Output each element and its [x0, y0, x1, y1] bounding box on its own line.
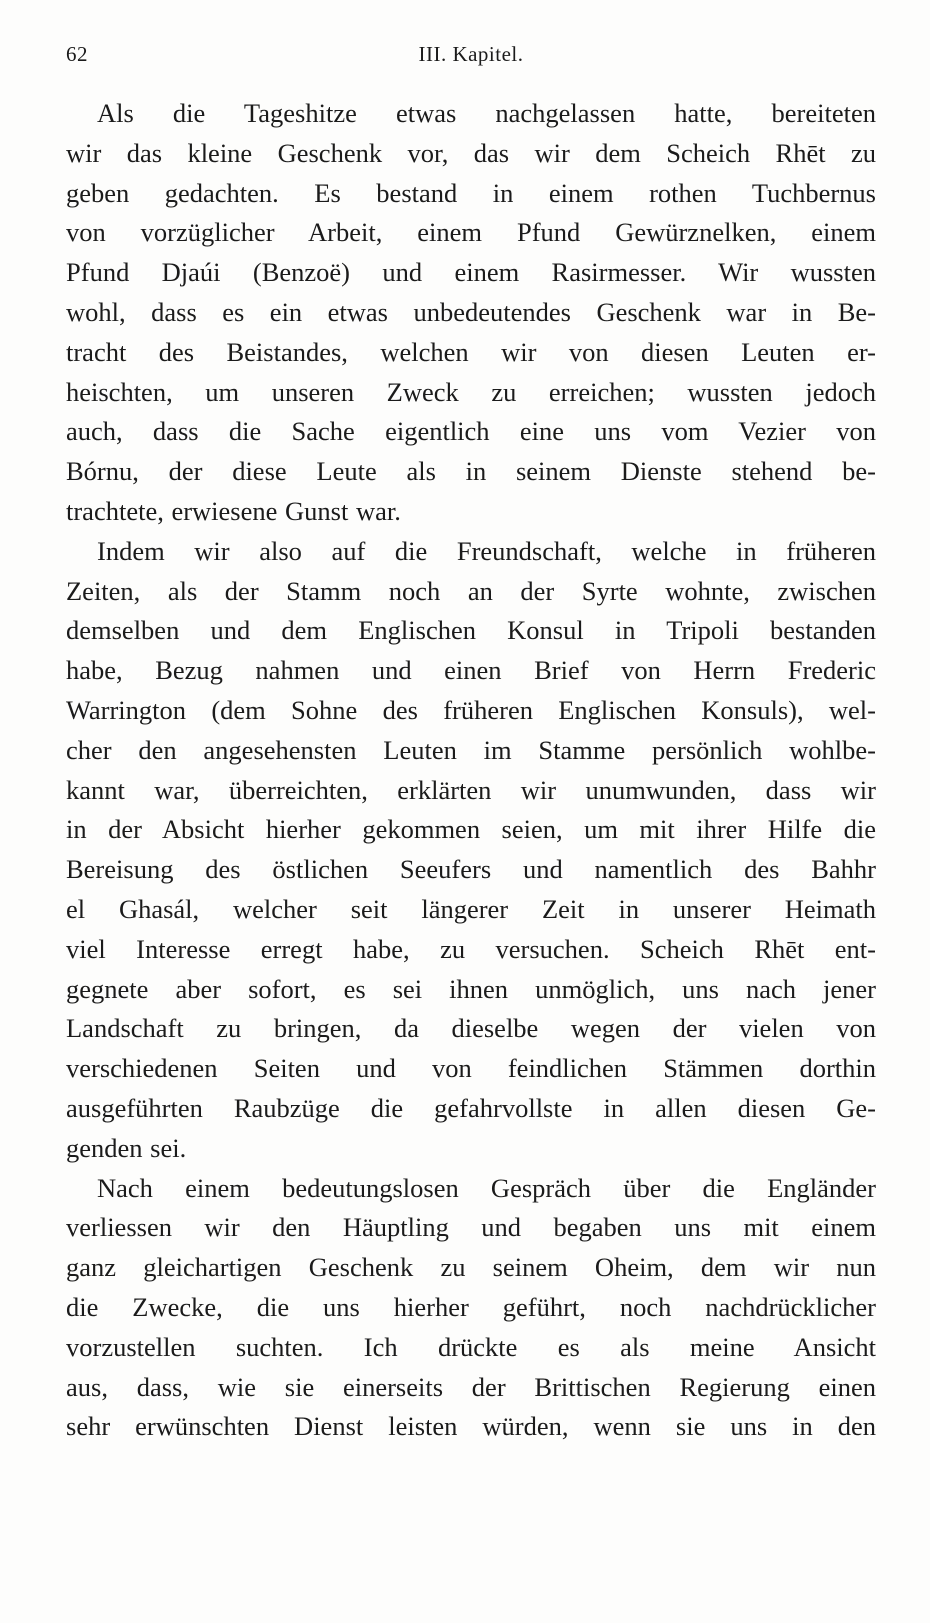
- text-line: demselben und dem Englischen Konsul in Tripoli bestanden: [66, 615, 876, 646]
- text-line: auch, dass die Sache eigentlich eine uns vom Vezier von: [66, 416, 876, 447]
- text-line: vorzustellen suchten. Ich drückte es als meine Ansicht: [66, 1331, 876, 1362]
- text-line: Warrington (dem Sohne des früheren Englischen Konsuls), wel-: [66, 694, 876, 725]
- text-line: wohl, dass es ein etwas unbedeutendes Geschenk war in Be-: [66, 296, 876, 327]
- text-line: verliessen wir den Häuptling und begaben uns mit einem: [66, 1212, 876, 1243]
- text-line: wir das kleine Geschenk vor, das wir dem Scheich Rhēt zu: [66, 137, 876, 168]
- text-line: von vorzüglicher Arbeit, einem Pfund Gewürznelken, einem: [66, 217, 876, 248]
- text-line: habe, Bezug nahmen und einen Brief von Herrn Frederic: [66, 655, 876, 686]
- text-line: gegnete aber sofort, es sei ihnen unmöglich, uns nach jener: [66, 973, 876, 1004]
- text-line: heischten, um unseren Zweck zu erreichen; wussten jedoch: [66, 376, 876, 407]
- text-line: aus, dass, wie sie einerseits der Brittischen Regierung einen: [66, 1371, 876, 1402]
- page-number: 62: [66, 42, 88, 66]
- text-line: Nach einem bedeutungslosen Gespräch über die Engländer: [97, 1172, 876, 1203]
- text-line: el Ghasál, welcher seit längerer Zeit in unserer Heimath: [66, 893, 876, 924]
- text-line: cher den angesehensten Leuten im Stamme persönlich wohlbe-: [66, 734, 876, 765]
- paragraph: [66, 94, 876, 532]
- paragraph: [66, 1169, 876, 1448]
- text-line: die Zwecke, die uns hierher geführt, noch nachdrücklicher: [66, 1291, 876, 1322]
- text-line: trachtete, erwiesene Gunst war.: [66, 495, 401, 526]
- text-line: in der Absicht hierher gekommen seien, um mit ihrer Hilfe die: [66, 814, 876, 845]
- body-text: [66, 94, 876, 1447]
- text-line: ganz gleichartigen Geschenk zu seinem Oheim, dem wir nun: [66, 1252, 876, 1283]
- text-line: genden sei.: [66, 1132, 187, 1163]
- text-line: tracht des Beistandes, welchen wir von diesen Leuten er-: [66, 336, 876, 367]
- paragraph: [66, 532, 876, 1169]
- text-line: Als die Tageshitze etwas nachgelassen hatte, bereiteten: [97, 98, 876, 128]
- text-line: Bórnu, der diese Leute als in seinem Dienste stehend be-: [66, 456, 876, 487]
- chapter-title: III. Kapitel.: [418, 42, 524, 66]
- text-line: sehr erwünschten Dienst leisten würden, wenn sie uns in den: [66, 1411, 876, 1442]
- text-line: Landschaft zu bringen, da dieselbe wegen der vielen von: [66, 1013, 876, 1044]
- text-line: verschiedenen Seiten und von feindlichen Stämmen dorthin: [66, 1053, 876, 1084]
- text-line: Pfund Djaúi (Benzoë) und einem Rasirmesser. Wir wussten: [66, 257, 876, 288]
- text-line: kannt war, überreichten, erklärten wir unumwunden, dass wir: [66, 774, 876, 805]
- text-line: viel Interesse erregt habe, zu versuchen. Scheich Rhēt ent-: [66, 933, 876, 964]
- text-line: Zeiten, als der Stamm noch an der Syrte wohnte, zwischen: [66, 575, 876, 606]
- text-line: ausgeführten Raubzüge die gefahrvollste in allen diesen Ge-: [66, 1092, 876, 1123]
- text-line: geben gedachten. Es bestand in einem rothen Tuchbernus: [66, 177, 876, 208]
- running-head: [66, 42, 876, 76]
- text-line: Bereisung des östlichen Seeufers und namentlich des Bahhr: [66, 854, 876, 885]
- text-line: Indem wir also auf die Freundschaft, welche in früheren: [97, 535, 876, 566]
